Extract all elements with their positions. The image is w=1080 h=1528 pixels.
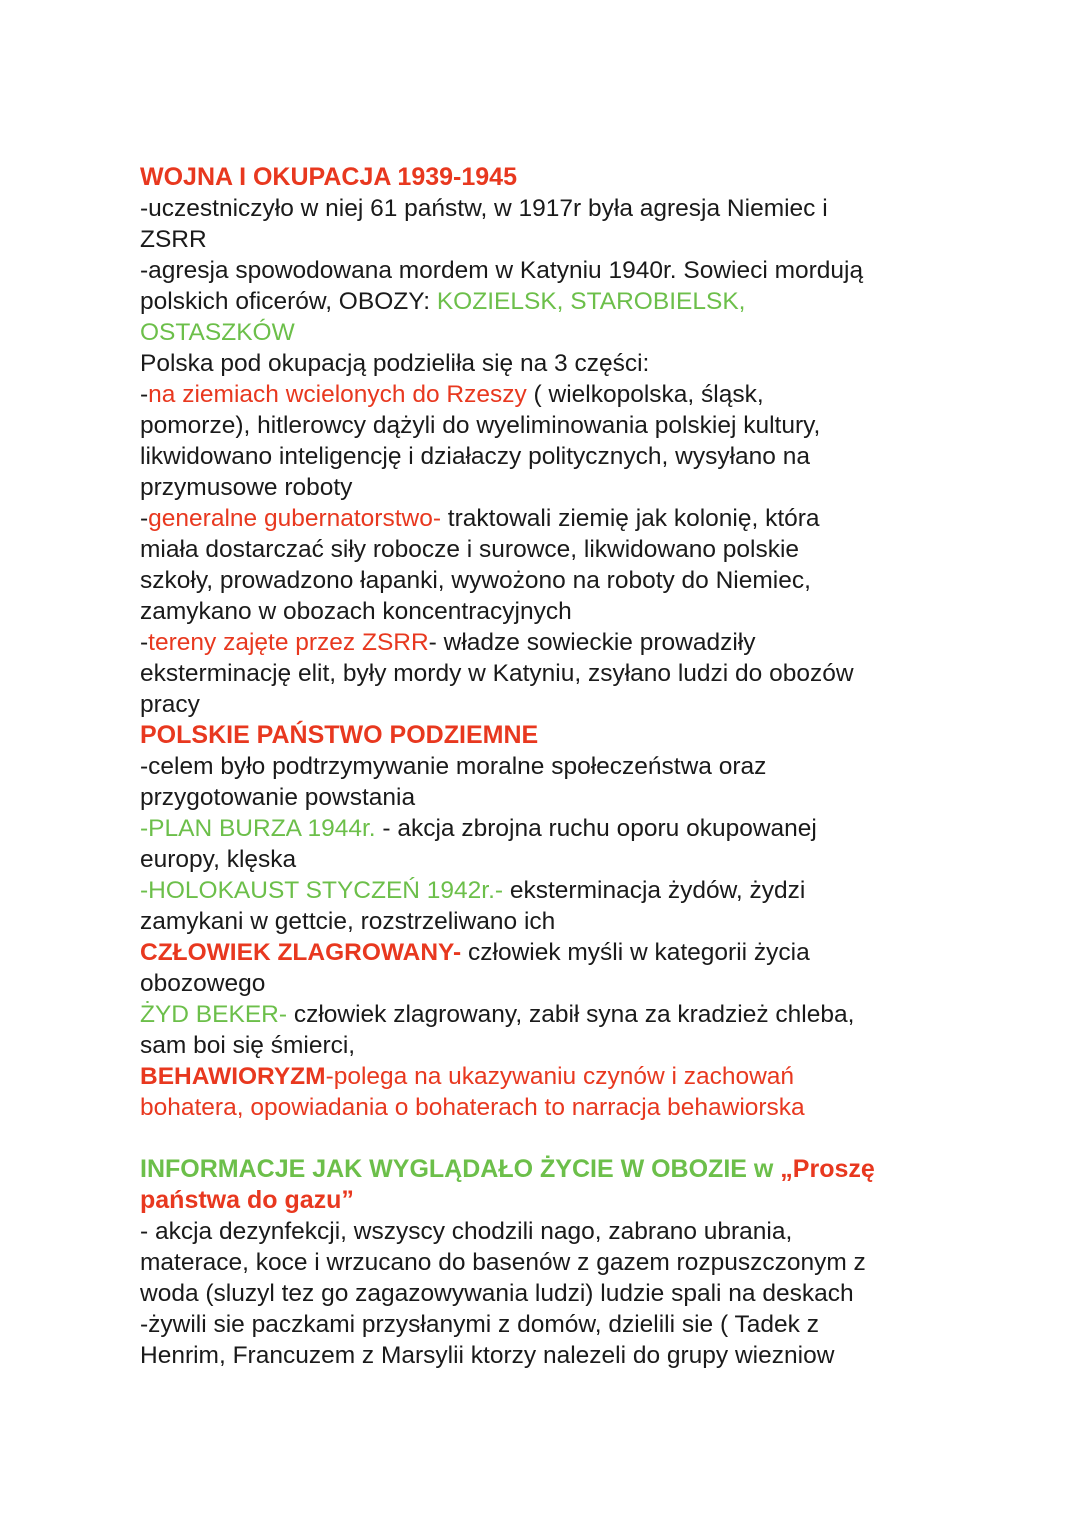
- spacer: [140, 1123, 960, 1154]
- text-span: polskich oficerów, OBOZY:: [140, 288, 437, 315]
- text-span: człowiek myśli w kategorii życia: [461, 939, 810, 966]
- term-highlight: na ziemiach wcielonych do Rzeszy: [148, 381, 527, 408]
- term-highlight: BEHAWIORYZM: [140, 1063, 326, 1090]
- text-span: -: [140, 505, 149, 532]
- heading-part: INFORMACJE JAK WYGLĄDAŁO ŻYCIE W OBOZIE w: [140, 1155, 781, 1183]
- text-line: -uczestniczyło w niej 61 państw, w 1917r była agresja Niemiec i: [140, 195, 828, 222]
- text-line: europy, klęska: [140, 846, 297, 873]
- text-line: zamykani w gettcie, rozstrzeliwano ich: [140, 908, 556, 935]
- text-line: materace, koce i wrzucano do basenów z gazem rozpuszczonym z: [140, 1249, 866, 1276]
- text-line: -żywili sie paczkami przysłanymi z domów, dzielili sie ( Tadek z: [140, 1311, 819, 1338]
- text-line: szkoły, prowadzono łapanki, wywożono na roboty do Niemiec,: [140, 567, 811, 594]
- text-line: Henrim, Francuzem z Marsylii ktorzy nalezeli do grupy wiezniow: [140, 1342, 835, 1369]
- text-line: miała dostarczać siły robocze i surowce, likwidowano polskie: [140, 536, 800, 563]
- text-line: eksterminację elit, były mordy w Katyniu, zsyłano ludzi do obozów: [140, 660, 854, 687]
- text-span: - akcja zbrojna ruchu oporu okupowanej: [375, 815, 817, 842]
- text-span: -: [140, 629, 149, 656]
- heading-camp-life: [140, 1154, 960, 1185]
- term-highlight: -HOLOKAUST STYCZEŃ 1942r.-: [140, 877, 504, 904]
- text-span: ( wielkopolska, śląsk,: [526, 381, 764, 408]
- term-highlight: CZŁOWIEK ZLAGROWANY-: [140, 939, 462, 966]
- text-line: woda (sluzyl tez go zagazowywania ludzi) ludzie spali na deskach: [140, 1280, 854, 1307]
- text-line: [140, 286, 960, 317]
- text-line: [140, 937, 960, 968]
- text-line: -agresja spowodowana mordem w Katyniu 1940r. Sowieci mordują: [140, 257, 864, 284]
- text-span: człowiek zlagrowany, zabił syna za kradzież chleba,: [287, 1001, 855, 1028]
- heading-war-and-occupation: WOJNA I OKUPACJA 1939-1945: [140, 163, 517, 191]
- text-line: obozowego: [140, 970, 266, 997]
- text-line: [140, 627, 960, 658]
- text-line: likwidowano inteligencję i działaczy politycznych, wysyłano na: [140, 443, 810, 470]
- text-line: pracy: [140, 691, 200, 718]
- text-line: zamykano w obozach koncentracyjnych: [140, 598, 572, 625]
- text-line: [140, 875, 960, 906]
- text-line: przygotowanie powstania: [140, 784, 416, 811]
- camps-highlight: KOZIELSK, STAROBIELSK,: [436, 288, 746, 315]
- text-span: - władze sowieckie prowadziły: [428, 629, 756, 656]
- text-line: przymusowe roboty: [140, 474, 353, 501]
- book-title-cont: państwa do gazu”: [140, 1186, 354, 1214]
- term-highlight: generalne gubernatorstwo-: [148, 505, 441, 532]
- text-span: eksterminacja żydów, żydzi: [503, 877, 806, 904]
- text-span: -polega na ukazywaniu czynów i zachowań: [325, 1063, 795, 1090]
- document-page: [140, 162, 960, 1371]
- text-line: [140, 813, 960, 844]
- text-line: Polska pod okupacją podzieliła się na 3 części:: [140, 350, 650, 377]
- text-line: sam boi się śmierci,: [140, 1032, 356, 1059]
- text-span: traktowali ziemię jak kolonię, która: [441, 505, 820, 532]
- text-span: -: [140, 381, 149, 408]
- term-highlight: tereny zajęte przez ZSRR: [148, 629, 429, 656]
- text-line: [140, 379, 960, 410]
- text-line: ZSRR: [140, 226, 207, 253]
- text-line: [140, 503, 960, 534]
- term-highlight: ŻYD BEKER-: [140, 1001, 288, 1028]
- text-line: bohatera, opowiadania o bohaterach to narracja behawiorska: [140, 1094, 805, 1121]
- text-line: pomorze), hitlerowcy dążyli do wyeliminowania polskiej kultury,: [140, 412, 821, 439]
- text-line: - akcja dezynfekcji, wszyscy chodzili nago, zabrano ubrania,: [140, 1218, 793, 1245]
- camps-highlight-cont: OSTASZKÓW: [140, 319, 295, 346]
- heading-underground-state: POLSKIE PAŃSTWO PODZIEMNE: [140, 721, 539, 749]
- text-line: [140, 999, 960, 1030]
- term-highlight: -PLAN BURZA 1944r.: [140, 815, 376, 842]
- book-title: „Proszę: [780, 1155, 875, 1183]
- text-line: -celem było podtrzymywanie moralne społeczeństwa oraz: [140, 753, 767, 780]
- text-line: [140, 1061, 960, 1092]
